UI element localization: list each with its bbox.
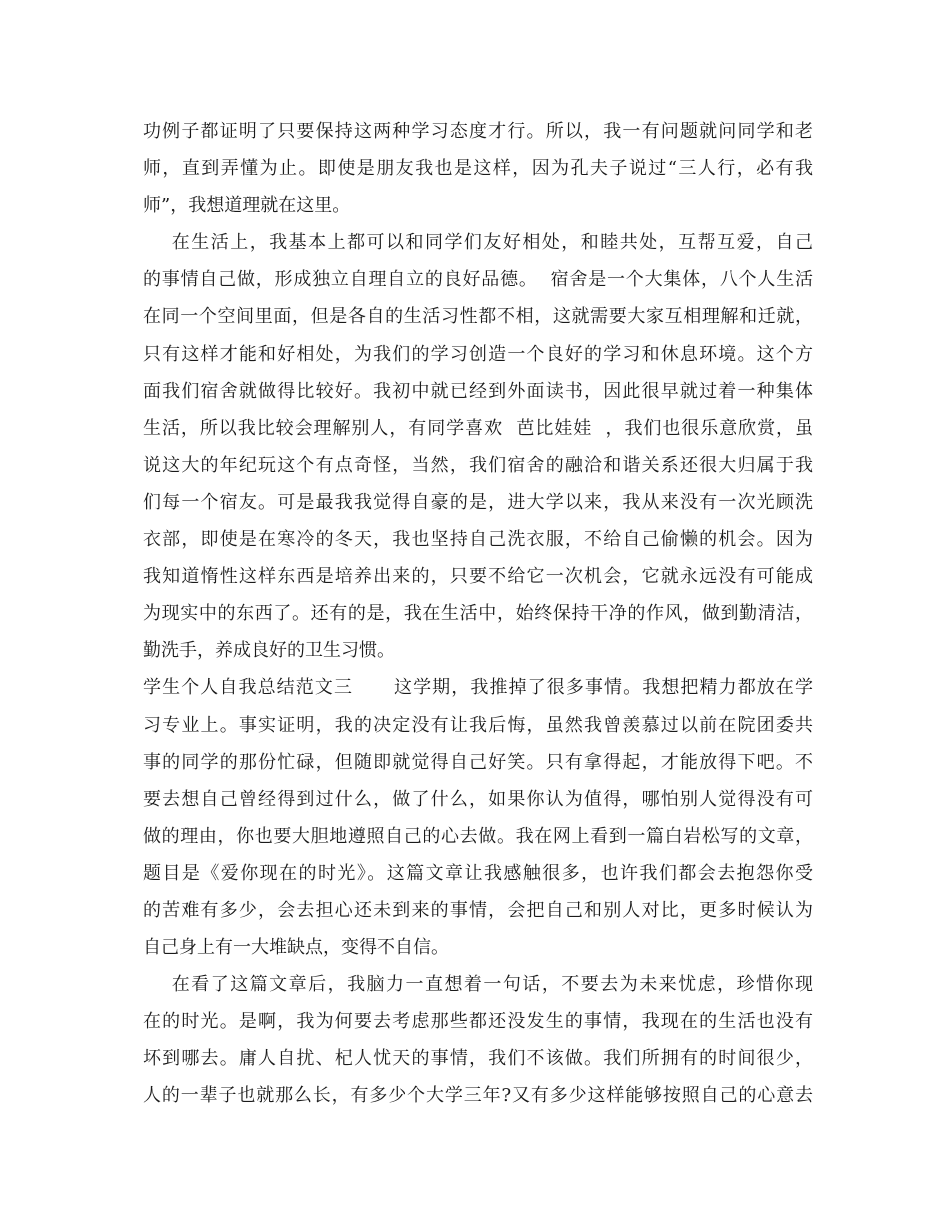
- text-line: 要去想自己曾经得到过什么，做了什么，如果你认为值得，哪怕别人觉得没有可: [143, 788, 813, 810]
- text-line: 习专业上。事实证明，我的决定没有让我后悔，虽然我曾羡慕过以前在院团委共: [143, 714, 813, 736]
- text-line: 自己身上有一大堆缺点，变得不自信。: [143, 937, 449, 959]
- text-line: 做的理由，你也要大胆地遵照自己的心去做。我在网上看到一篇白岩松写的文章，: [143, 825, 813, 847]
- text-line: 们每一个宿友。可是最我我觉得自豪的是，进大学以来，我从来没有一次光顾洗: [143, 491, 813, 513]
- text-line: 功例子都证明了只要保持这两种学习态度才行。所以，我一有问题就问同学和老: [143, 121, 813, 142]
- text-line: 生活，所以我比较会理解别人，有同学喜欢 芭比娃娃 ，我们也很乐意欣赏，虽: [143, 417, 813, 439]
- text-line: 的苦难有多少，会去担心还未到来的事情，会把自己和别人对比，更多时候认为: [143, 899, 813, 921]
- text-line: 面我们宿舍就做得比较好。我初中就已经到外面读书，因此很早就过着一种集体: [143, 380, 813, 402]
- text-line: 在看了这篇文章后，我脑力一直想着一句话，不要去为未来忧虑，珍惜你现: [143, 974, 813, 996]
- text-line: 事的同学的那份忙碌，但随即就觉得自己好笑。只有拿得起，才能放得下吧。不: [143, 751, 813, 773]
- text-line: 我知道惰性这样东西是培养出来的，只要不给它一次机会，它就永远没有可能成: [143, 566, 813, 588]
- text-line: 只有这样才能和好相处，为我们的学习创造一个良好的学习和休息环境。这个方: [143, 343, 813, 365]
- text-line: 勤洗手，养成良好的卫生习惯。: [143, 640, 395, 662]
- text-line: 题目是《爱你现在的时光》。这篇文章让我感触很多，也许我们都会去抱怨你受: [143, 862, 813, 884]
- text-line: 的事情自己做，形成独立自理自立的良好品德。 宿舍是一个大集体，八个人生活: [143, 269, 813, 291]
- document-body: [143, 113, 813, 1115]
- text-line: 衣部，即使是在寒冷的冬天，我也坚持自己洗衣服，不给自己偷懒的机会。因为: [143, 529, 813, 551]
- text-line: 在生活上，我基本上都可以和同学们友好相处，和睦共处，互帮互爱，自己: [143, 232, 813, 254]
- text-line: 坏到哪去。庸人自扰、杞人忧天的事情，我们不该做。我们所拥有的时间很少，: [143, 1048, 813, 1070]
- text-line: 说这大的年纪玩这个有点奇怪，当然，我们宿舍的融洽和谐关系还很大归属于我: [143, 454, 813, 476]
- text-line: 学生个人自我总结范文三 这学期，我推掉了很多事情。我想把精力都放在学: [143, 677, 813, 699]
- text-line: 师”，我想道理就在这里。: [143, 195, 351, 217]
- text-line: 在同一个空间里面，但是各自的生活习性都不相，这就需要大家互相理解和迁就，: [143, 306, 813, 328]
- text-line: 人的一辈子也就那么长，有多少个大学三年?又有多少这样能够按照自己的心意去: [143, 1085, 813, 1107]
- text-line: 在的时光。是啊，我为何要去考虑那些都还没发生的事情，我现在的生活也没有: [143, 1011, 813, 1033]
- text-line: 为现实中的东西了。还有的是，我在生活中，始终保持干净的作风，做到勤清洁，: [143, 603, 813, 625]
- text-line: 师，直到弄懂为止。即使是朋友我也是这样，因为孔夫子说过“三人行，必有我: [143, 158, 813, 180]
